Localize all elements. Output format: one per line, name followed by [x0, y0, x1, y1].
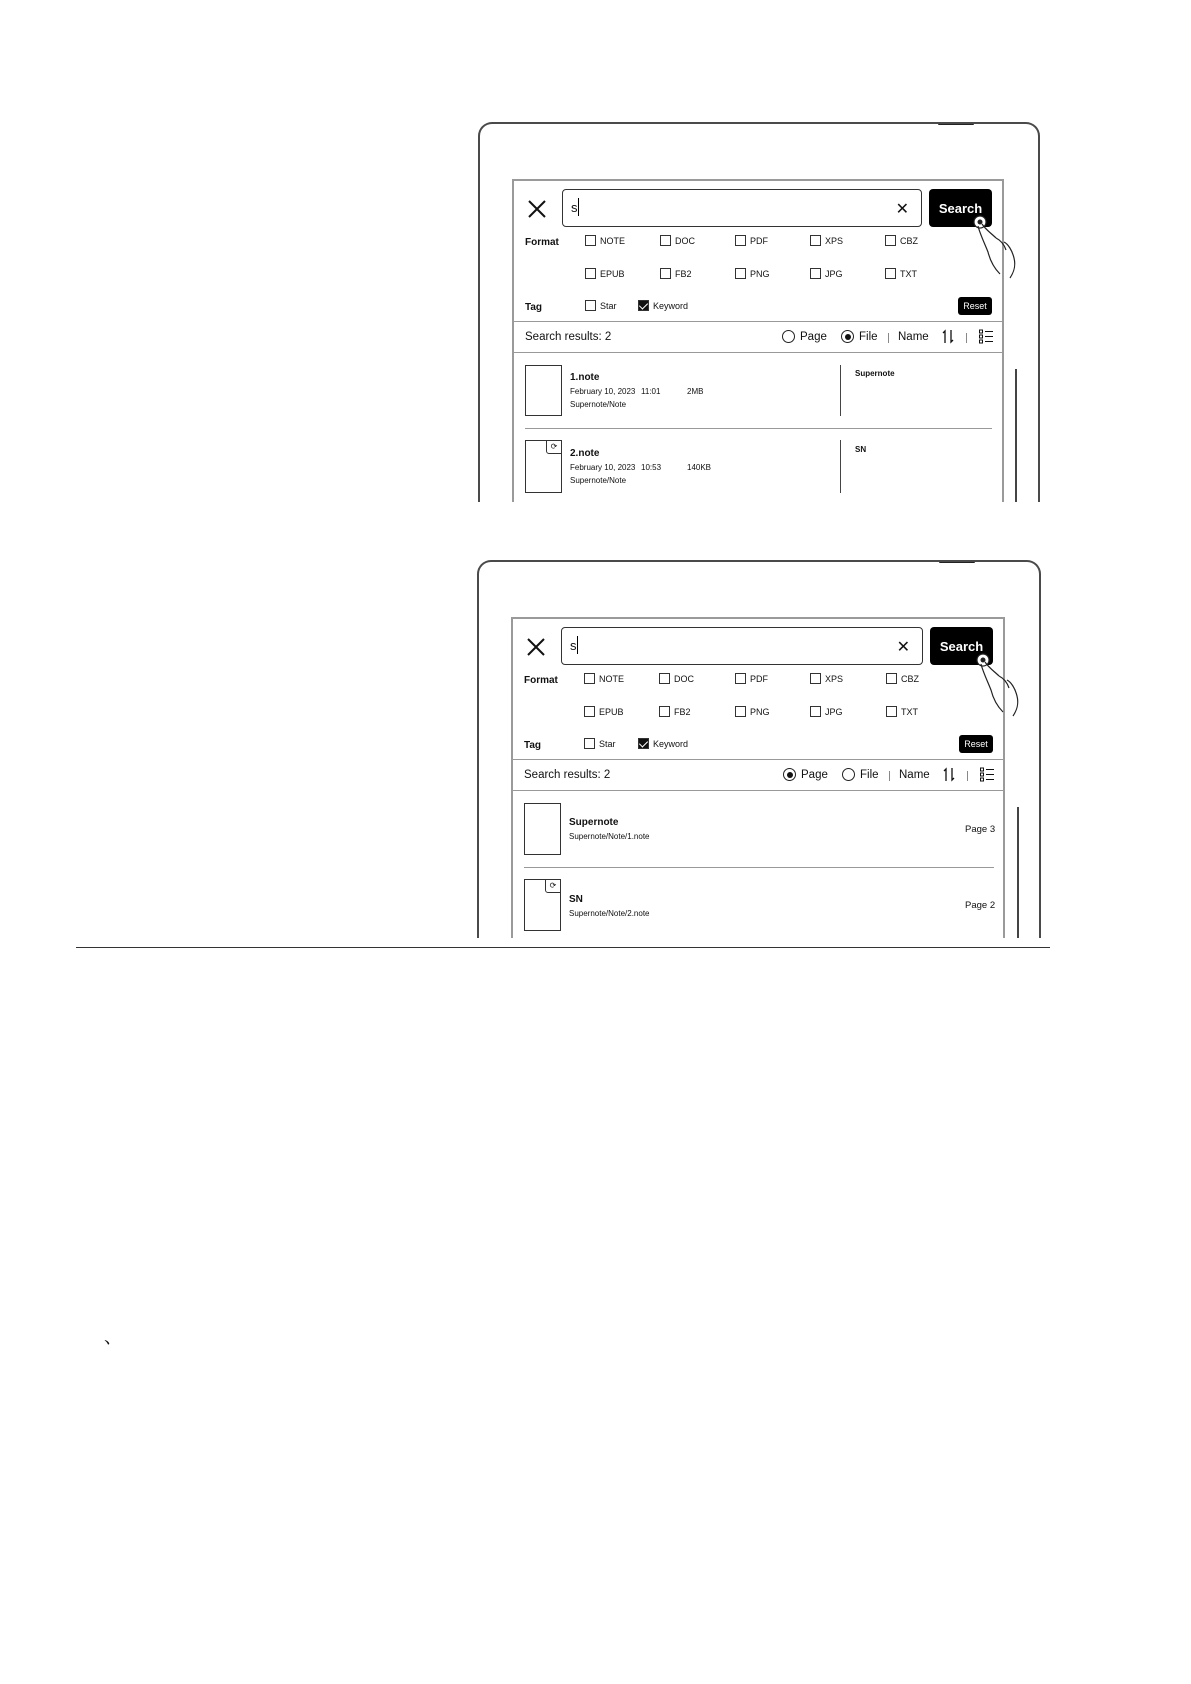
scrollbar[interactable]: [1017, 807, 1019, 938]
format-checkbox-note[interactable]: NOTE: [585, 235, 625, 246]
page-thumbnail[interactable]: [524, 879, 561, 931]
checkbox-icon: [885, 235, 896, 246]
checkbox-icon: [885, 268, 896, 279]
tap-hand-icon: [973, 650, 1033, 720]
reset-button[interactable]: Reset: [959, 735, 993, 753]
search-screen-page-mode: [511, 617, 1005, 938]
checkbox-icon: [584, 673, 595, 684]
search-query: s: [570, 638, 577, 653]
search-button[interactable]: Search: [929, 189, 992, 227]
divider: [514, 352, 1002, 353]
device-button: [938, 122, 974, 125]
radio-file[interactable]: File: [841, 330, 878, 343]
list-view-icon[interactable]: [980, 767, 994, 782]
file-size: 2MB: [687, 387, 704, 396]
checkbox-icon: [810, 235, 821, 246]
format-checkbox-note[interactable]: NOTE: [584, 673, 624, 684]
format-checkbox-xps[interactable]: XPS: [810, 673, 843, 684]
row-divider: [525, 428, 992, 429]
search-query: s: [571, 200, 578, 215]
checkbox-checked-icon: [638, 738, 649, 749]
page-path: Supernote/Note/1.note: [569, 832, 650, 841]
radio-page[interactable]: Page: [783, 768, 828, 781]
tag-checkbox-star[interactable]: Star: [585, 300, 617, 311]
results-summary: Search results: 2: [524, 769, 611, 781]
format-checkbox-fb2[interactable]: FB2: [659, 706, 691, 717]
checkbox-icon: [585, 300, 596, 311]
keyword-match: SN: [855, 445, 867, 454]
footer-mark: 、: [104, 1327, 122, 1347]
search-button[interactable]: Search: [930, 627, 993, 665]
format-checkbox-doc[interactable]: DOC: [660, 235, 695, 246]
page-number: Page 2: [965, 900, 996, 911]
separator: [967, 771, 968, 781]
reset-button[interactable]: Reset: [958, 297, 992, 315]
checkbox-icon: [886, 673, 897, 684]
format-checkbox-xps[interactable]: XPS: [810, 235, 843, 246]
checkbox-icon: [660, 268, 671, 279]
divider: [514, 321, 1002, 322]
text-caret: [578, 198, 579, 216]
checkbox-icon: [735, 673, 746, 684]
page-path: Supernote/Note/2.note: [569, 909, 650, 918]
results-count: 2: [604, 331, 612, 343]
results-summary: Search results: 2: [525, 331, 612, 343]
clear-icon[interactable]: ✕: [895, 201, 909, 218]
results-count: 2: [603, 769, 611, 781]
list-view-icon[interactable]: [979, 329, 993, 344]
device-button: [939, 560, 975, 563]
checkbox-icon: [660, 235, 671, 246]
format-checkbox-cbz[interactable]: CBZ: [885, 235, 918, 246]
sync-icon: ⟳: [546, 440, 562, 454]
radio-file[interactable]: File: [842, 768, 879, 781]
file-time: 11:01: [641, 387, 661, 396]
checkbox-checked-icon: [638, 300, 649, 311]
radio-off-icon: [842, 768, 855, 781]
checkbox-icon: [585, 235, 596, 246]
column-divider: [840, 440, 841, 493]
page-number: Page 3: [965, 824, 996, 835]
file-name[interactable]: 1.note: [570, 372, 600, 383]
checkbox-icon: [584, 738, 595, 749]
checkbox-icon: [810, 673, 821, 684]
format-label: Format: [525, 237, 559, 248]
search-input[interactable]: [561, 627, 923, 665]
text-caret: [577, 636, 578, 654]
format-checkbox-pdf[interactable]: PDF: [735, 673, 768, 684]
format-checkbox-cbz[interactable]: CBZ: [886, 673, 919, 684]
checkbox-icon: [659, 673, 670, 684]
search-input[interactable]: [562, 189, 922, 227]
file-size: 140KB: [687, 463, 712, 472]
tag-label: Tag: [524, 740, 542, 751]
format-checkbox-png[interactable]: PNG: [735, 706, 770, 717]
checkbox-icon: [810, 706, 821, 717]
format-checkbox-txt[interactable]: TXT: [886, 706, 918, 717]
file-date: February 10, 2023: [570, 387, 636, 396]
format-checkbox-epub[interactable]: EPUB: [585, 268, 625, 279]
checkbox-icon: [659, 706, 670, 717]
checkbox-icon: [735, 235, 746, 246]
divider: [513, 759, 1003, 760]
file-thumbnail[interactable]: [525, 440, 562, 493]
checkbox-icon: [735, 268, 746, 279]
column-divider: [840, 365, 841, 416]
radio-page[interactable]: Page: [782, 330, 827, 343]
format-checkbox-jpg[interactable]: JPG: [810, 268, 843, 279]
separator: [888, 333, 889, 343]
checkbox-icon: [735, 706, 746, 717]
sort-order-icon[interactable]: [943, 767, 955, 782]
sync-icon: ⟳: [545, 879, 561, 893]
file-name[interactable]: 2.note: [570, 448, 600, 459]
row-divider: [524, 867, 994, 868]
tag-label: Tag: [525, 302, 543, 313]
page-keyword[interactable]: Supernote: [569, 817, 619, 828]
format-checkbox-pdf[interactable]: PDF: [735, 235, 768, 246]
tag-checkbox-star[interactable]: Star: [584, 738, 616, 749]
radio-on-icon: [841, 330, 854, 343]
file-path: Supernote/Note: [570, 476, 627, 485]
checkbox-icon: [810, 268, 821, 279]
page-keyword[interactable]: SN: [569, 894, 583, 905]
format-label: Format: [524, 675, 558, 686]
page-divider: [76, 947, 1050, 948]
format-checkbox-txt[interactable]: TXT: [885, 268, 917, 279]
device-frame-2: [477, 560, 1041, 938]
format-checkbox-png[interactable]: PNG: [735, 268, 770, 279]
file-path: Supernote/Note: [570, 400, 627, 409]
checkbox-icon: [584, 706, 595, 717]
separator: [889, 771, 890, 781]
format-checkbox-doc[interactable]: DOC: [659, 673, 694, 684]
file-time: 10:53: [641, 463, 662, 472]
device-frame-1: [478, 122, 1040, 502]
radio-on-icon: [783, 768, 796, 781]
clear-icon[interactable]: ✕: [896, 639, 910, 656]
search-screen-file-mode: [512, 179, 1004, 502]
close-icon[interactable]: [526, 198, 548, 220]
format-checkbox-fb2[interactable]: FB2: [660, 268, 692, 279]
radio-off-icon: [782, 330, 795, 343]
close-icon[interactable]: [525, 636, 547, 658]
tag-checkbox-keyword[interactable]: Keyword: [638, 300, 688, 311]
scrollbar[interactable]: [1015, 369, 1017, 502]
sort-name-button[interactable]: Name: [899, 769, 930, 781]
format-checkbox-epub[interactable]: EPUB: [584, 706, 624, 717]
page-thumbnail[interactable]: [524, 803, 561, 855]
sort-order-icon[interactable]: [942, 329, 954, 344]
checkbox-icon: [585, 268, 596, 279]
format-checkbox-jpg[interactable]: JPG: [810, 706, 843, 717]
checkbox-icon: [886, 706, 897, 717]
separator: [966, 333, 967, 343]
file-date: February 10, 2023: [570, 463, 636, 472]
sort-name-button[interactable]: Name: [898, 331, 929, 343]
tap-hand-icon: [970, 212, 1030, 282]
file-thumbnail[interactable]: [525, 365, 562, 416]
divider: [513, 790, 1003, 791]
tag-checkbox-keyword[interactable]: Keyword: [638, 738, 688, 749]
keyword-match: Supernote: [855, 369, 895, 378]
